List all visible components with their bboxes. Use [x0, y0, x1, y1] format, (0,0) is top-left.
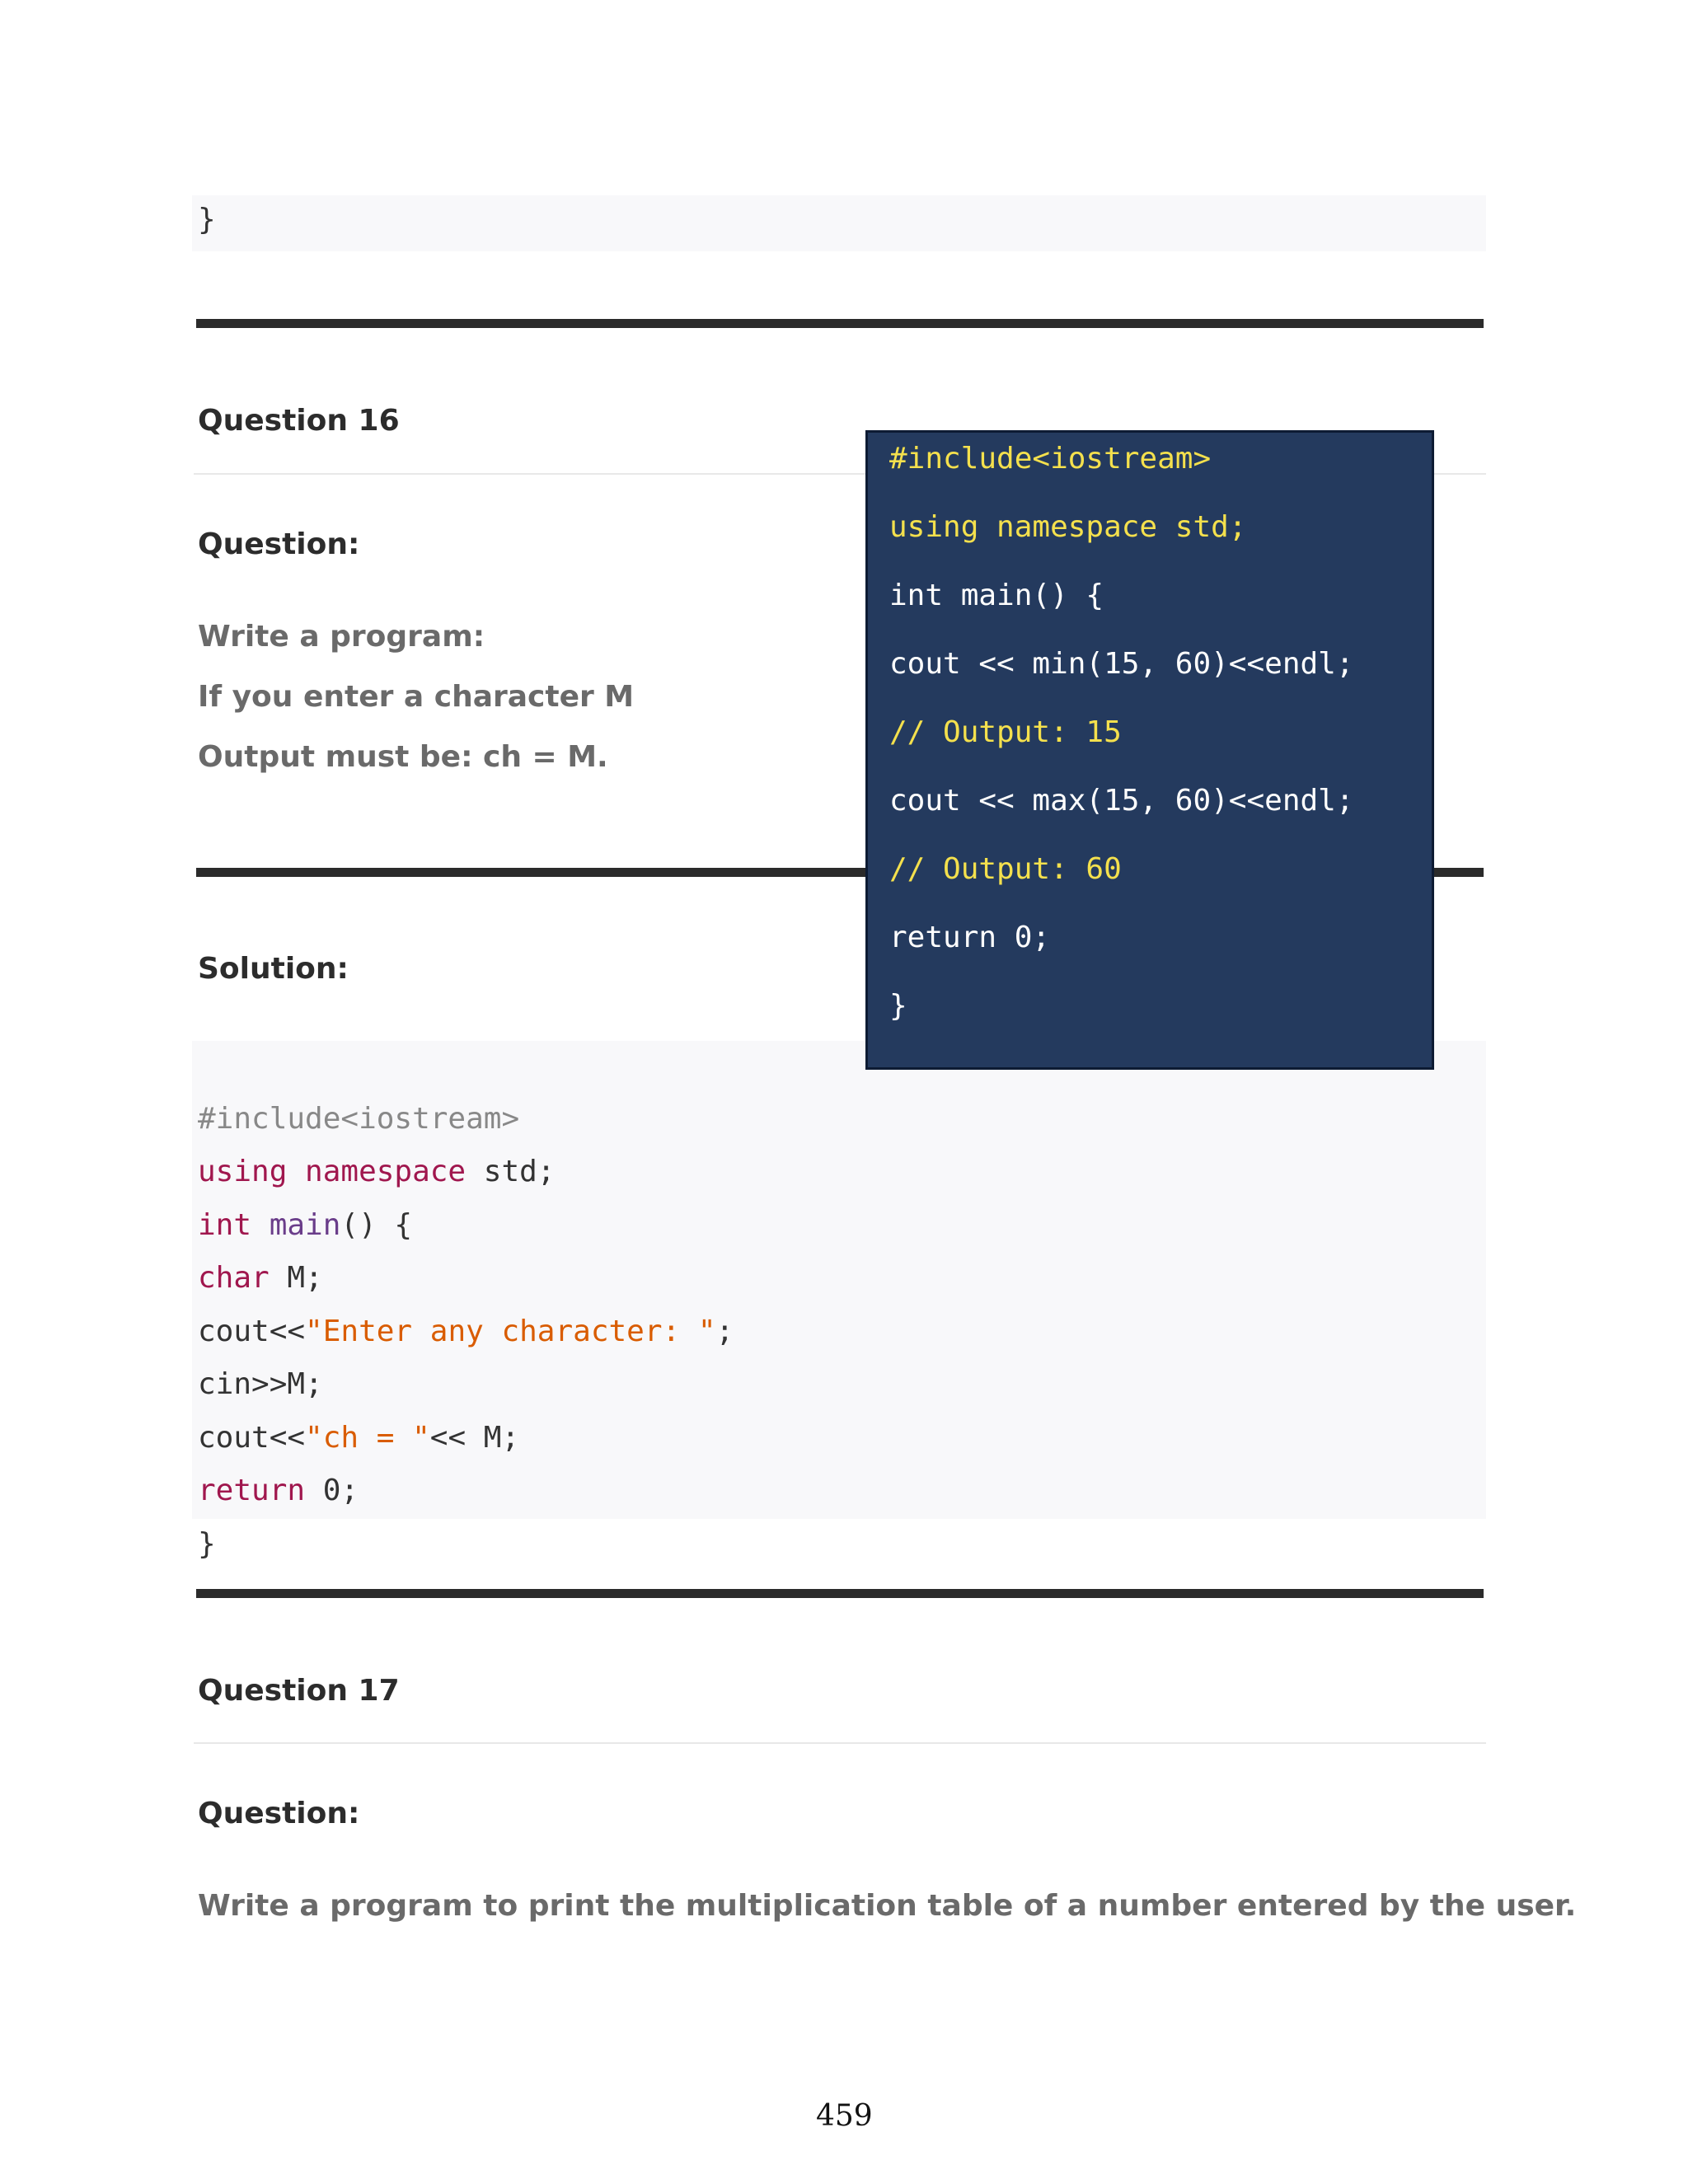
- code-line: }: [198, 1526, 216, 1561]
- question-17-heading: Question 17: [198, 1674, 400, 1708]
- question-16-heading: Question 16: [198, 404, 400, 438]
- solution-code-block: [192, 1041, 1486, 1561]
- code-line: }: [198, 203, 216, 237]
- popup-line: int main() {: [889, 579, 1104, 612]
- popup-line: }: [889, 989, 907, 1023]
- popup-line: #include<iostream>: [889, 442, 1212, 476]
- section-divider: [196, 319, 1484, 328]
- popup-line: using namespace std;: [889, 510, 1247, 544]
- section-divider: [196, 1589, 1484, 1598]
- code-line: char M;: [198, 1261, 323, 1295]
- popup-line: // Output: 60: [889, 852, 1122, 886]
- popup-line: cout << max(15, 60)<<endl;: [889, 784, 1354, 818]
- code-popup: [865, 430, 1434, 1070]
- code-line: cin>>M;: [198, 1367, 323, 1401]
- popup-line: return 0;: [889, 921, 1051, 954]
- code-line: cout<<"Enter any character: ";: [198, 1314, 734, 1348]
- code-line: int main() {: [198, 1207, 413, 1242]
- question-line: Output must be: ch = M.: [198, 740, 608, 774]
- code-block-top: [192, 195, 1486, 251]
- heading-underline: [194, 1742, 1486, 1744]
- question-label: Question:: [198, 527, 360, 561]
- popup-line: cout << min(15, 60)<<endl;: [889, 647, 1354, 681]
- question-label: Question:: [198, 1797, 360, 1830]
- question-line: Write a program:: [198, 620, 485, 654]
- solution-code: [198, 1039, 734, 1571]
- code-line: using namespace std;: [198, 1155, 556, 1188]
- code-line: return 0;: [198, 1474, 359, 1507]
- popup-line: // Output: 15: [889, 715, 1122, 749]
- solution-label: Solution:: [198, 952, 349, 986]
- page-number: 459: [816, 2099, 873, 2133]
- question-line: If you enter a character M: [198, 680, 635, 714]
- code-line: cout<<"ch = "<< M;: [198, 1420, 520, 1455]
- question-text: Write a program to print the multiplication table of a number entered by the user.: [198, 1889, 1577, 1923]
- code-line: #include<iostream>: [198, 1101, 520, 1136]
